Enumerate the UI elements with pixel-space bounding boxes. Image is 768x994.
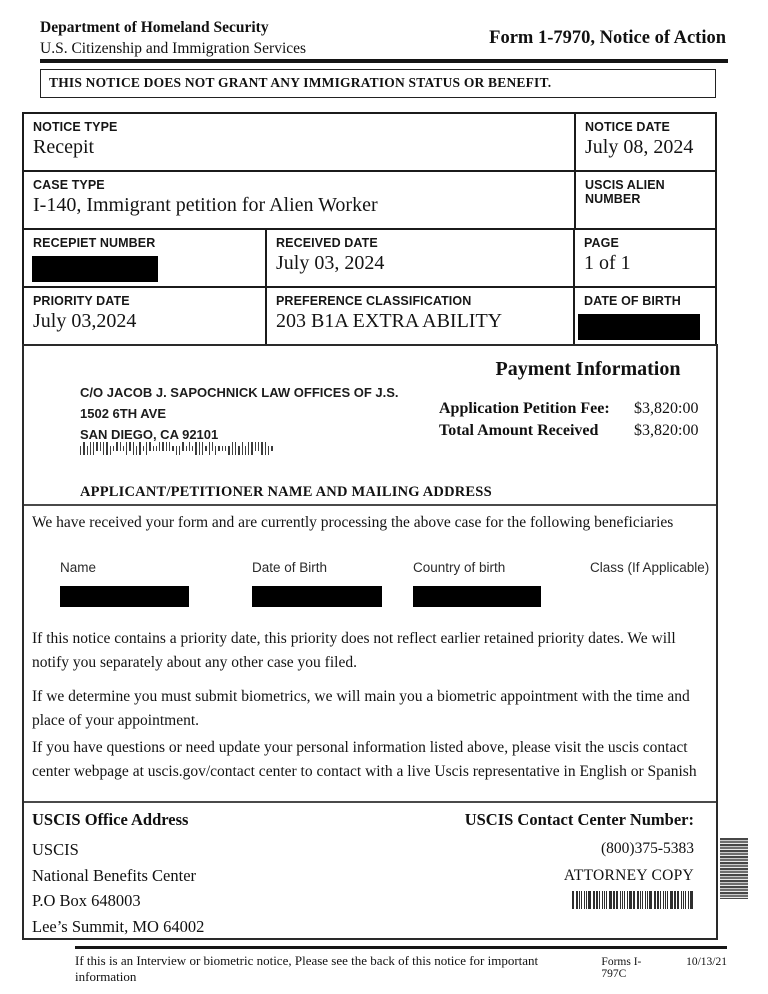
table-row bbox=[24, 114, 715, 170]
beneficiary-col-name: Name bbox=[60, 560, 97, 575]
redacted-beneficiary-dob bbox=[252, 586, 382, 607]
redacted-date-of-birth bbox=[578, 314, 700, 340]
beneficiary-col-country: Country of birth bbox=[413, 560, 506, 575]
agency-name: Department of Homeland Security bbox=[40, 19, 269, 36]
preference-value: 203 B1A EXTRA ABILITY bbox=[276, 310, 503, 332]
total-received-row bbox=[439, 422, 698, 440]
mailing-line-3: SAN DIEGO, CA 92101 bbox=[80, 427, 219, 442]
agency-subtitle: U.S. Citizenship and Immigration Services bbox=[40, 40, 307, 57]
redacted-receipt-number bbox=[32, 256, 158, 282]
form-title: Form 1-7970, Notice of Action bbox=[489, 28, 726, 48]
copy-type-label: ATTORNEY COPY bbox=[563, 867, 694, 884]
attorney-copy-barcode bbox=[570, 891, 694, 909]
payment-information-title: Payment Information bbox=[495, 358, 681, 380]
footer-revision-date: 10/13/21 bbox=[686, 956, 727, 968]
letterhead bbox=[40, 17, 306, 60]
contact-center-heading: USCIS Contact Center Number: bbox=[464, 810, 694, 829]
intelligent-mail-barcode bbox=[80, 442, 275, 455]
table-row bbox=[24, 170, 715, 228]
office-line: Lee’s Summit, MO 64002 bbox=[32, 916, 205, 936]
intro-paragraph: We have received your form and are currently processing the above case for the following beneficiaries bbox=[32, 514, 674, 531]
alien-number-cell bbox=[574, 172, 715, 228]
redacted-beneficiary-name bbox=[60, 586, 189, 607]
page-cell bbox=[573, 230, 715, 286]
notice-type-cell bbox=[24, 114, 574, 170]
office-line: National Benefits Center bbox=[32, 865, 197, 885]
dob-label: DATE OF BIRTH bbox=[584, 294, 681, 308]
page-label: PAGE bbox=[584, 236, 619, 250]
beneficiary-col-dob: Date of Birth bbox=[252, 560, 328, 575]
application-fee-row bbox=[439, 400, 698, 418]
case-type-value: I-140, Immigrant petition for Alien Worker bbox=[33, 194, 378, 216]
mailing-line-1: C/O JACOB J. SAPOCHNICK LAW OFFICES OF J.S. bbox=[80, 385, 399, 400]
header-rule bbox=[40, 59, 728, 63]
case-type-label: CASE TYPE bbox=[33, 178, 105, 192]
footer-note: If this is an Interview or biometric notice, Please see the back of this notice for important information bbox=[75, 953, 539, 984]
receipt-number-cell bbox=[24, 230, 265, 286]
section-divider bbox=[24, 801, 716, 803]
contact-center-block bbox=[404, 810, 694, 914]
priority-date-cell bbox=[24, 288, 265, 344]
notice-date-label: NOTICE DATE bbox=[585, 120, 670, 134]
office-address-heading: USCIS Office Address bbox=[32, 810, 189, 829]
footer bbox=[75, 953, 727, 985]
total-received-label: Total Amount Received bbox=[439, 422, 599, 439]
office-line: USCIS bbox=[32, 840, 79, 859]
notice-date-cell bbox=[574, 114, 715, 170]
case-type-cell bbox=[24, 172, 574, 228]
table-row bbox=[24, 228, 715, 286]
applicant-heading: APPLICANT/PETITIONER NAME AND MAILING ADDRESS bbox=[80, 484, 492, 500]
preference-label: PREFERENCE CLASSIFICATION bbox=[276, 294, 472, 308]
footer-form-code: Forms I-797C bbox=[601, 956, 642, 980]
table-row bbox=[24, 286, 715, 344]
preference-cell bbox=[265, 288, 573, 344]
section-divider bbox=[24, 504, 716, 506]
application-fee-value: $3,820:00 bbox=[634, 400, 699, 417]
dob-cell bbox=[573, 288, 715, 344]
case-details-table bbox=[22, 112, 717, 346]
total-received-value: $3,820:00 bbox=[634, 422, 699, 439]
redacted-beneficiary-country bbox=[413, 586, 541, 607]
alien-number-label: USCIS ALIEN NUMBER bbox=[585, 178, 665, 206]
mailing-line-2: 1502 6TH AVE bbox=[80, 406, 166, 421]
beneficiary-col-class: Class (If Applicable) bbox=[590, 560, 710, 575]
mailing-address-block bbox=[80, 382, 399, 445]
biometrics-paragraph: If we determine you must submit biometrics, we will main you a biometric appointment with the time and place of your appointment. bbox=[32, 688, 690, 729]
received-date-value: July 03, 2024 bbox=[276, 252, 385, 274]
received-date-label: RECEIVED DATE bbox=[276, 236, 378, 250]
notice-body bbox=[22, 344, 718, 940]
notice-date-value: July 08, 2024 bbox=[585, 136, 694, 158]
priority-date-label: PRIORITY DATE bbox=[33, 294, 130, 308]
receipt-number-label: RECEPIET NUMBER bbox=[33, 236, 156, 250]
priority-date-value: July 03,2024 bbox=[33, 310, 137, 332]
application-fee-label: Application Petition Fee: bbox=[439, 400, 610, 417]
contact-center-phone: (800)375-5383 bbox=[601, 840, 694, 857]
no-benefit-banner: THIS NOTICE DOES NOT GRANT ANY IMMIGRATION STATUS OR BENEFIT. bbox=[40, 69, 716, 98]
priority-date-paragraph: If this notice contains a priority date, this priority does not reflect earlier retained priority dates. We will notify you separately about any other case you filed. bbox=[32, 630, 676, 671]
received-date-cell bbox=[265, 230, 573, 286]
notice-type-label: NOTICE TYPE bbox=[33, 120, 118, 134]
notice-type-value: Recepit bbox=[33, 136, 95, 158]
page-value: 1 of 1 bbox=[584, 252, 631, 274]
ladder-barcode bbox=[720, 838, 748, 899]
office-address-block bbox=[32, 837, 204, 939]
contact-center-paragraph: If you have questions or need update your personal information listed above, please visit the uscis contact center webpage at uscis.gov/contact center to contact with a live Uscis representative in English or Spanish bbox=[32, 739, 697, 780]
footer-rule bbox=[75, 946, 727, 949]
office-line: P.O Box 648003 bbox=[32, 891, 141, 910]
